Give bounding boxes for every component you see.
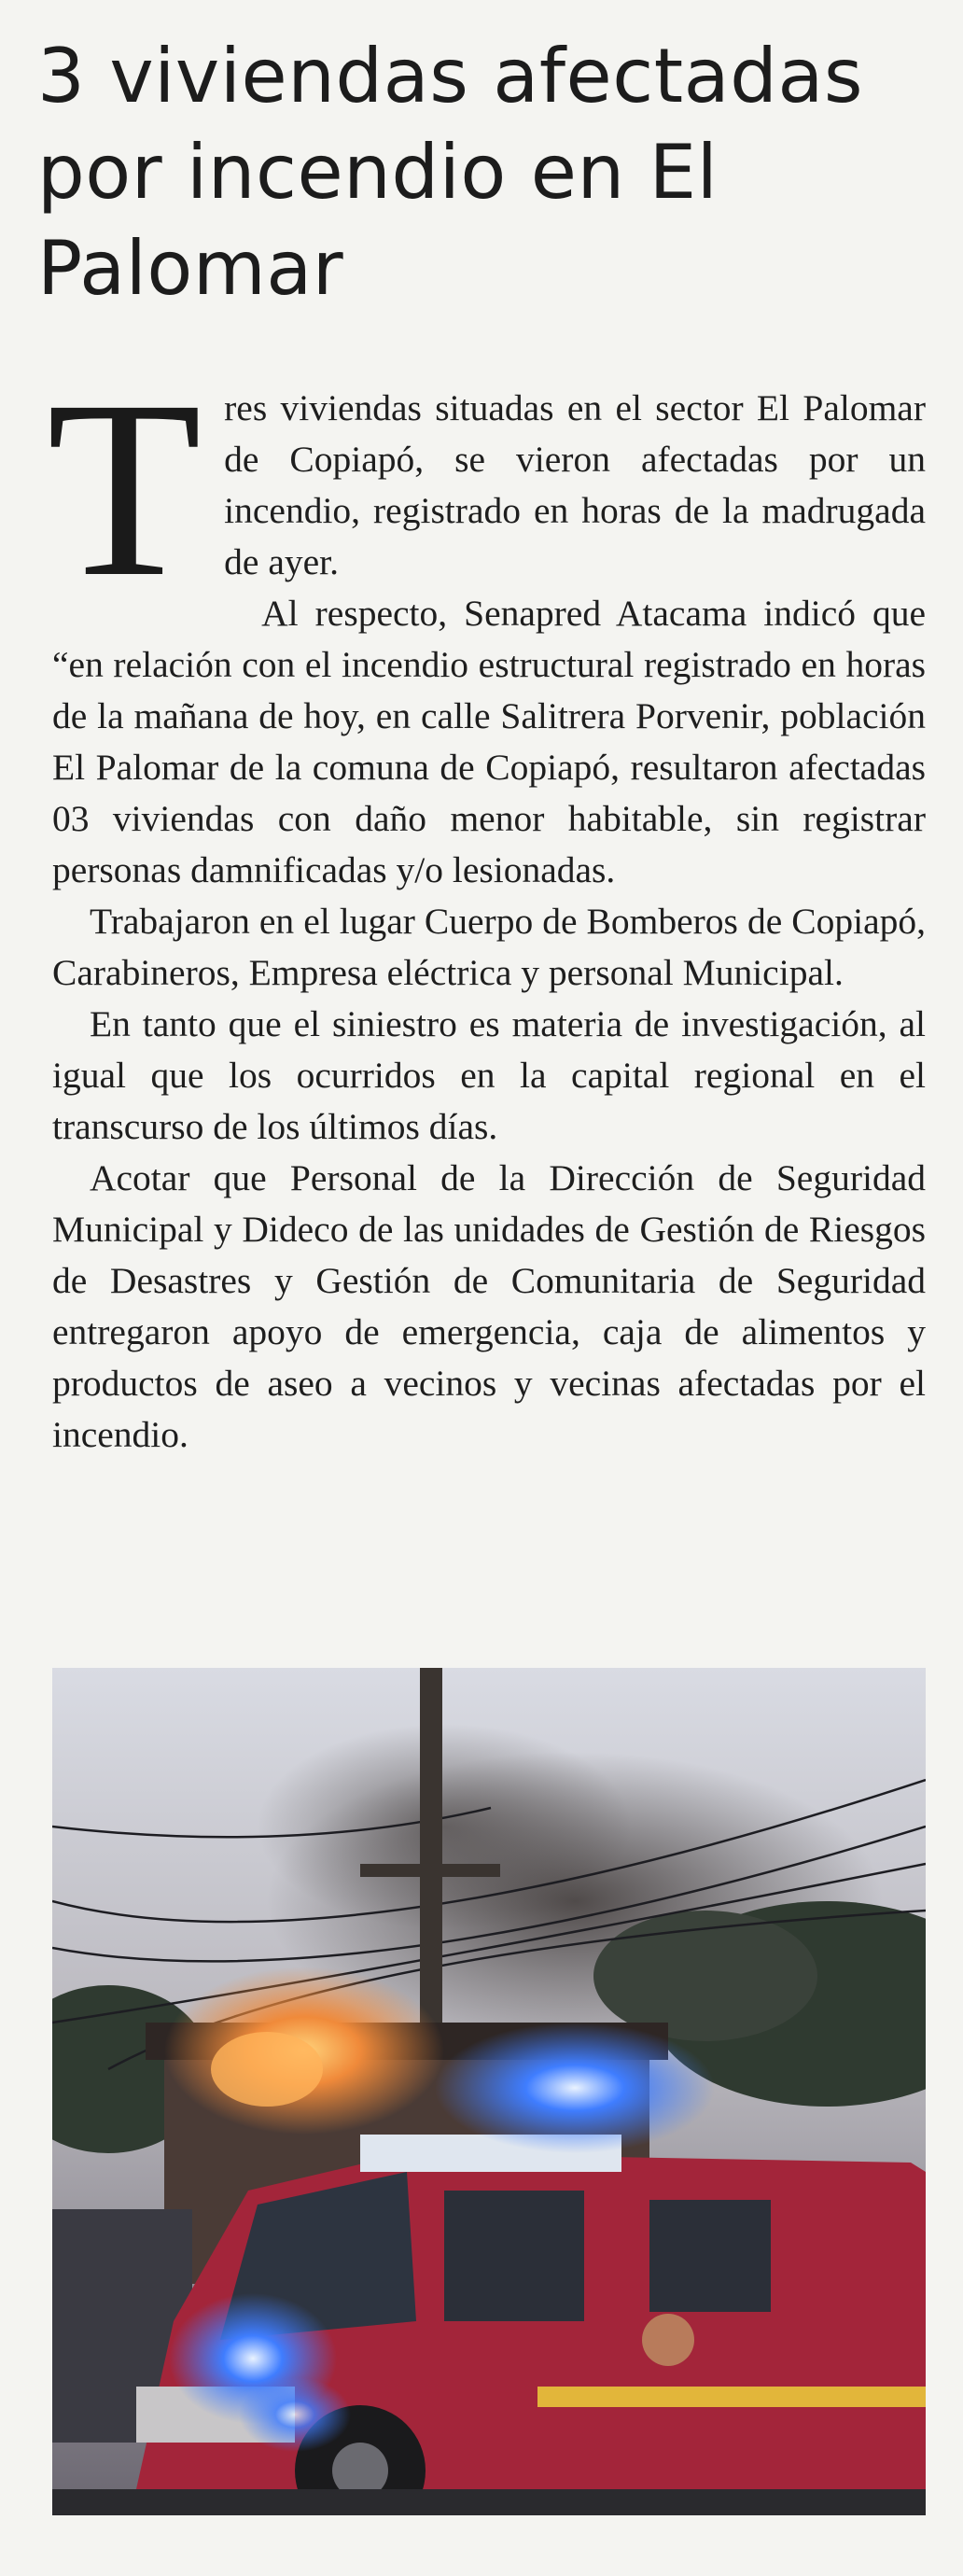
body-paragraph: Trabajaron en el lugar Cuerpo de Bomberos de Copiapó, Carabineros, Empresa eléctrica y personal Municipal.	[52, 901, 926, 993]
lead-paragraph	[47, 348, 926, 629]
lead-paragraph-text: res viviendas situadas en el sector El Palomar de Copiapó, se vieron afectadas por un incendio, registrado en horas de la madrugada de ayer.	[224, 387, 926, 582]
fire-scene-illustration	[52, 1668, 926, 2515]
smoke-cloud	[258, 1724, 631, 1929]
fire-scene-photo	[52, 1668, 926, 2515]
body-paragraph: En tanto que el siniestro es materia de investigación, al igual que los ocurridos en la capital regional en el transcurso de los últimos días.	[52, 1003, 926, 1147]
body-paragraph: Acotar que Personal de la Dirección de Seguridad Municipal y Dideco de las unidades de Gestión de Riesgos de Desastres y Gestión de Comunitaria de Seguridad entregaron apoyo de emergencia, caja de alimentos y productos de aseo a vecinos y vecinas afectadas por el incendio.	[52, 1157, 926, 1455]
drop-cap: T	[47, 348, 202, 629]
siren-light	[435, 2023, 715, 2153]
article-headline: 3 viviendas afectadas por incendio en El Palomar	[37, 33, 864, 312]
body-paragraph: Al respecto, Senapred Atacama indicó que “en relación con el incendio estructural registrado en horas de la mañana de hoy, en calle Salitrera Porvenir, población El Palomar de la comuna de Copiapó, resultaron afectadas 03 viviendas con daño menor habitable, sin registrar personas damnificadas y/o lesionadas.	[52, 593, 926, 890]
article-body	[47, 348, 926, 1461]
siren-light	[239, 2377, 351, 2452]
